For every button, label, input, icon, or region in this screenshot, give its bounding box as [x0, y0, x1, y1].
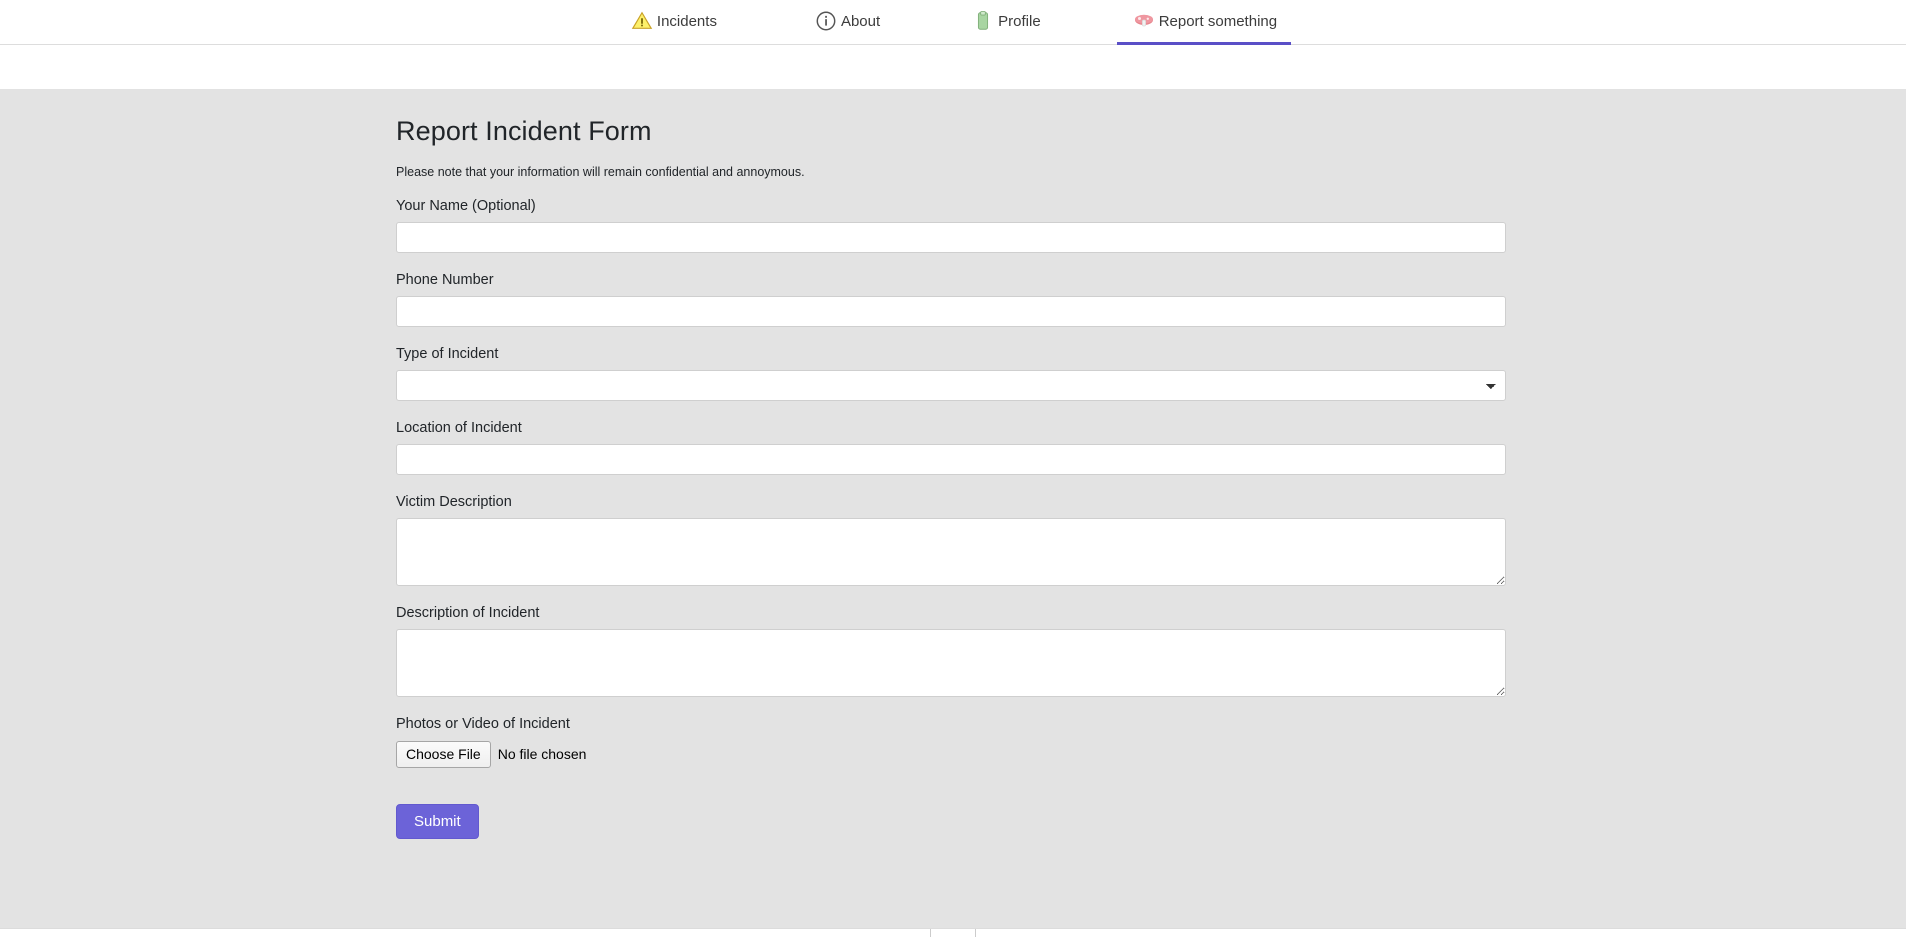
nav-item-label: Report something [1158, 12, 1278, 30]
type-of-incident-select[interactable] [396, 370, 1506, 401]
nav-item-label: About [840, 12, 881, 30]
confidentiality-note: Please note that your information will remain confidential and annoymous. [396, 165, 805, 179]
nav-item-profile[interactable] [956, 0, 1055, 45]
nav-spacer [1055, 0, 1117, 44]
field-description-of-incident [396, 605, 1516, 697]
your-name-input[interactable] [396, 222, 1506, 253]
nav-item-list [615, 0, 1291, 44]
field-label-location-of-incident: Location of Incident [396, 420, 522, 436]
top-navigation-bar [0, 0, 1906, 45]
field-type-of-incident [396, 346, 1516, 401]
description-of-incident-textarea[interactable] [396, 629, 1506, 697]
choose-file-button[interactable]: Choose File [396, 741, 491, 768]
field-your-name [396, 198, 1516, 253]
field-phone-number [396, 272, 1516, 327]
warning-triangle-icon [629, 8, 655, 34]
field-photos-or-video [396, 716, 1516, 768]
field-label-photos-or-video: Photos or Video of Incident [396, 716, 570, 732]
nav-item-incidents[interactable] [615, 0, 731, 45]
field-label-phone-number: Phone Number [396, 272, 494, 288]
bottom-strip-divider [930, 929, 931, 937]
nav-item-label: Incidents [656, 12, 717, 30]
page-body [0, 90, 1906, 936]
nav-spacer [731, 0, 799, 44]
page-title: Report Incident Form [396, 116, 652, 146]
report-mushroom-icon [1131, 8, 1157, 34]
field-label-type-of-incident: Type of Incident [396, 346, 499, 362]
field-victim-description [396, 494, 1516, 586]
header-spacer-band [0, 45, 1906, 90]
info-circle-icon [813, 8, 839, 34]
report-form-container [396, 90, 1516, 839]
submit-button[interactable]: Submit [396, 804, 479, 839]
field-location-of-incident [396, 420, 1516, 475]
field-label-victim-description: Victim Description [396, 494, 512, 510]
phone-number-input[interactable] [396, 296, 1506, 327]
field-label-description-of-incident: Description of Incident [396, 605, 540, 621]
victim-description-textarea[interactable] [396, 518, 1506, 586]
bottom-strip-divider [975, 929, 976, 937]
nav-item-report-something[interactable] [1117, 0, 1291, 45]
nav-item-label: Profile [998, 12, 1041, 30]
profile-badge-icon [970, 8, 996, 34]
file-upload-row [396, 741, 1516, 768]
bottom-status-strip [0, 928, 1906, 936]
field-label-your-name: Your Name (Optional) [396, 198, 536, 214]
nav-spacer [894, 0, 956, 44]
file-status-text: No file chosen [497, 746, 587, 763]
nav-item-about[interactable] [799, 0, 894, 45]
location-of-incident-input[interactable] [396, 444, 1506, 475]
